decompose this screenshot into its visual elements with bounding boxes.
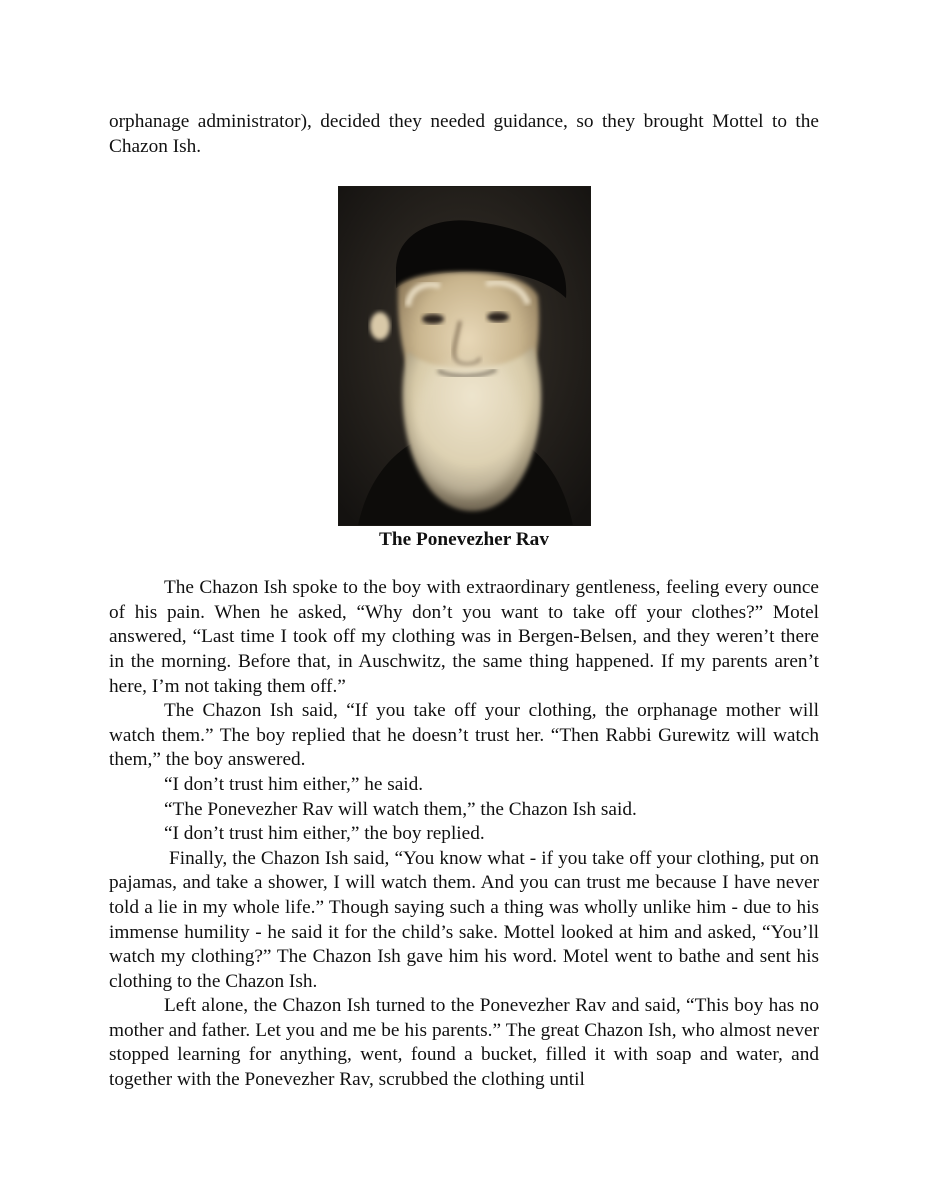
body-paragraph: “The Ponevezher Rav will watch them,” the Chazon Ish said. — [164, 798, 637, 820]
document-page — [109, 110, 819, 1093]
body-paragraph: “I don’t trust him either,” the boy replied. — [164, 823, 485, 845]
portrait-photo — [338, 186, 591, 526]
photo-caption: The Ponevezher Rav — [379, 529, 549, 551]
body-paragraph: Left alone, the Chazon Ish turned to the Ponevezher Rav and said, “This boy has no mother and father. Let you and me be his parents.” The great Chazon Ish, who almost never stopped learning for anything, went, found a bucket, filled it with soap and water, and together with the Ponevezher Rav, scrubbed the clothing until — [109, 995, 819, 1091]
body-paragraph: Finally, the Chazon Ish said, “You know what - if you take off your clothing, put on pajamas, and take a shower, I will watch them. And you can trust me because I have never told a lie in my whole life.” Though saying such a thing was wholly unlike him - due to his immense humility - he said it for the child’s sake. Mottel looked at him and asked, “You’ll watch my clothing?” The Chazon Ish gave him his word. Motel went to bathe and sent his clothing to the Chazon Ish. — [109, 847, 819, 992]
portrait-image — [338, 186, 591, 526]
body-paragraph: “I don’t trust him either,” he said. — [164, 773, 424, 795]
intro-paragraph: orphanage administrator), decided they needed guidance, so they brought Mottel to the Chazon Ish. — [109, 111, 819, 157]
body-paragraph: The Chazon Ish spoke to the boy with extraordinary gentleness, feeling every ounce of his pain. When he asked, “Why don’t you want to take off your clothes?” Motel answered, “Last time I took off my clothing was in Bergen-Belsen, and they weren’t there in the morning. Before that, in Auschwitz, the same thing happened. If my parents aren’t here, I’m not taking them off.” — [109, 577, 819, 697]
body-paragraph: The Chazon Ish said, “If you take off your clothing, the orphanage mother will watch them.” The boy replied that he doesn’t trust her. “Then Rabbi Gurewitz will watch them,” the boy answered. — [109, 700, 819, 771]
